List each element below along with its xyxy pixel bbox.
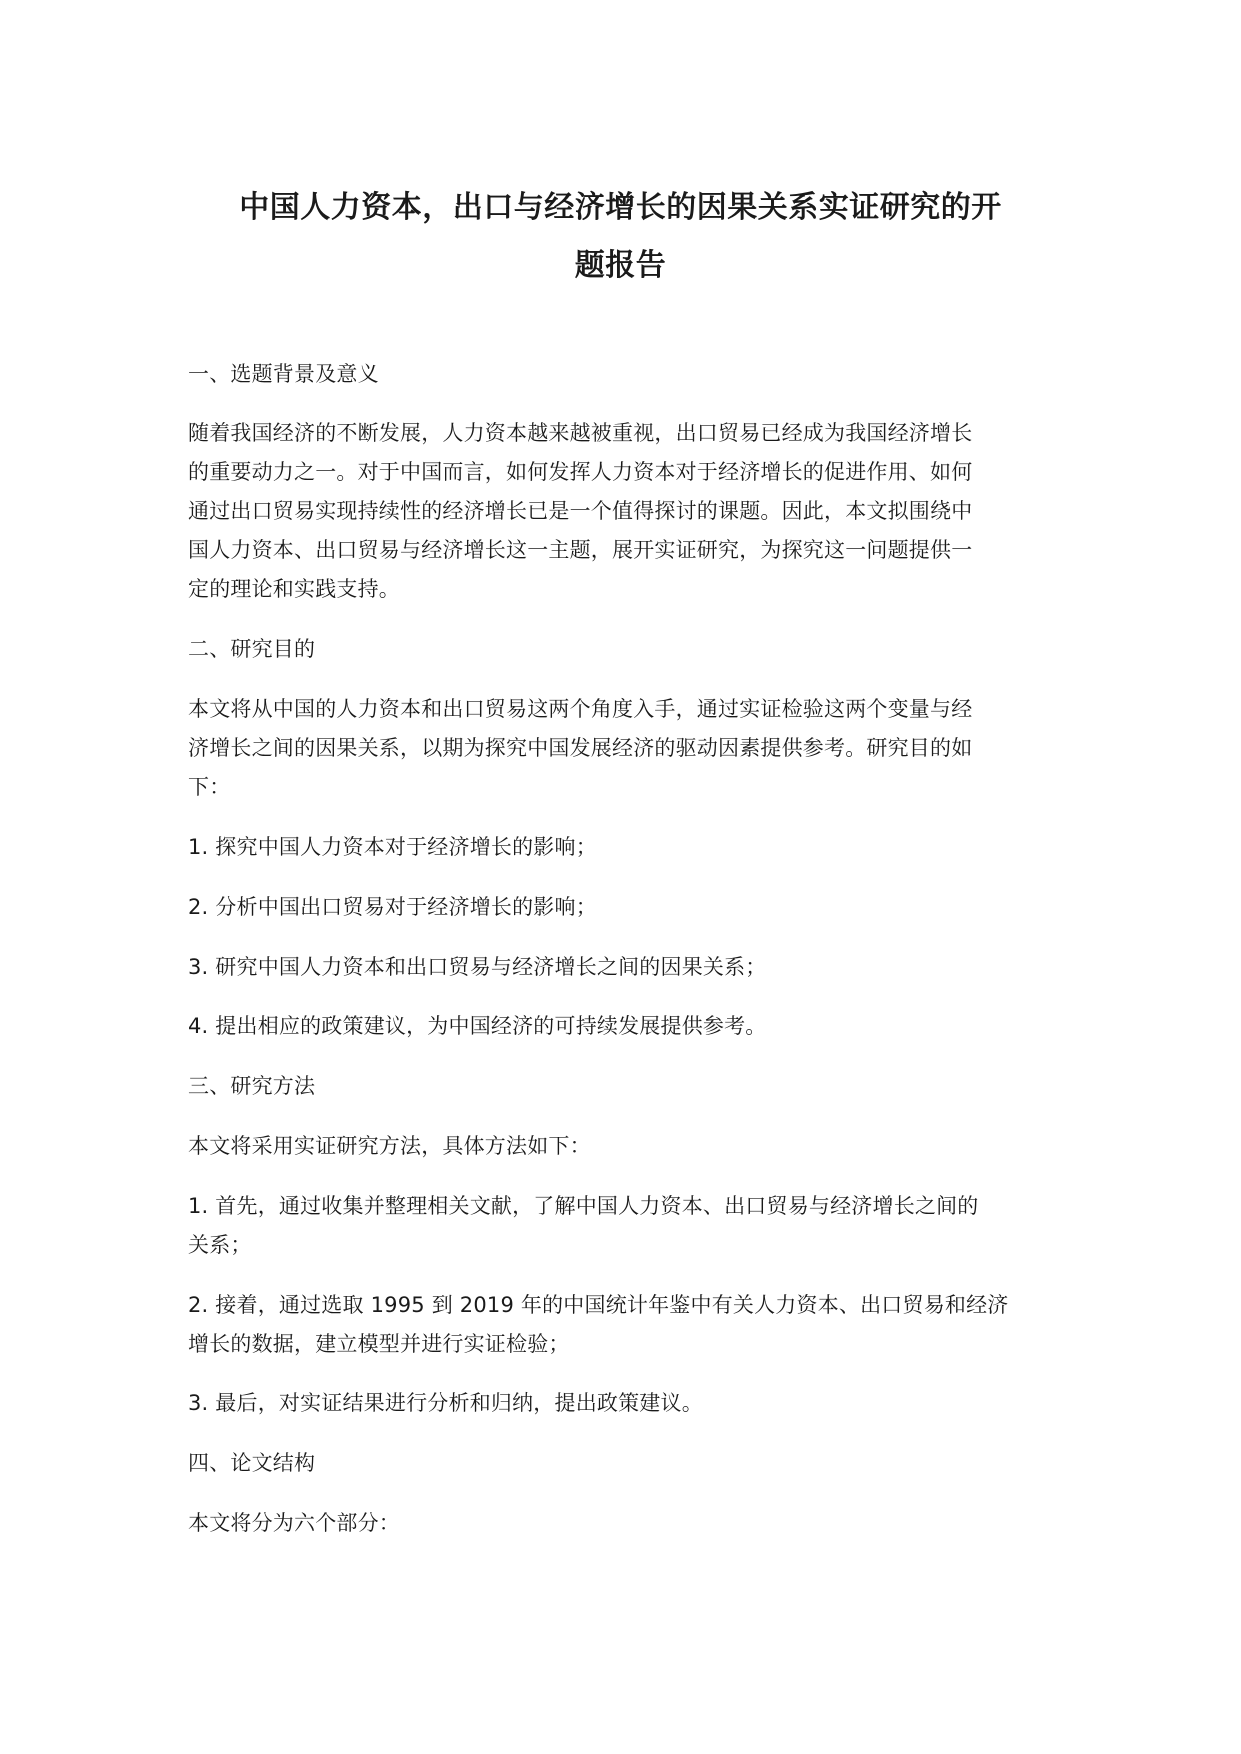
section-1-paragraph-line: 通过出口贸易实现持续性的经济增长已是一个值得探讨的课题。因此，本文拟围绕中 — [188, 499, 973, 523]
section-2-paragraph-line: 济增长之间的因果关系，以期为探究中国发展经济的驱动因素提供参考。研究目的如 — [188, 736, 973, 760]
section-3-list-item-continued: 关系； — [188, 1233, 252, 1257]
section-4-intro: 本文将分为六个部分： — [188, 1511, 400, 1535]
section-1-paragraph-line: 随着我国经济的不断发展，人力资本越来越被重视，出口贸易已经成为我国经济增长 — [188, 421, 973, 445]
section-3-list-item: 3. 最后，对实证结果进行分析和归纳，提出政策建议。 — [188, 1391, 703, 1415]
section-1-paragraph-line: 定的理论和实践支持。 — [188, 577, 400, 601]
document-title-line-1: 中国人力资本，出口与经济增长的因果关系实证研究的开 — [239, 190, 1002, 225]
section-3-heading: 三、研究方法 — [188, 1074, 316, 1098]
section-2-paragraph-line: 本文将从中国的人力资本和出口贸易这两个角度入手，通过实证检验这两个变量与经 — [188, 697, 973, 721]
section-1-paragraph-line: 的重要动力之一。对于中国而言，如何发挥人力资本对于经济增长的促进作用、如何 — [188, 460, 973, 484]
section-3-intro: 本文将采用实证研究方法，具体方法如下： — [188, 1134, 591, 1158]
section-2-heading: 二、研究目的 — [188, 637, 316, 661]
section-3-list-item: 1. 首先，通过收集并整理相关文献，了解中国人力资本、出口贸易与经济增长之间的 — [188, 1194, 979, 1218]
section-3-list-item-continued: 增长的数据，建立模型并进行实证检验； — [188, 1332, 570, 1356]
section-2-list-item: 2. 分析中国出口贸易对于经济增长的影响； — [188, 895, 597, 919]
section-3-list-item: 2. 接着，通过选取 1995 到 2019 年的中国统计年鉴中有关人力资本、出口贸易和经济 — [188, 1293, 1009, 1317]
section-2-list-item: 1. 探究中国人力资本对于经济增长的影响； — [188, 835, 597, 859]
section-2-list-item: 3. 研究中国人力资本和出口贸易与经济增长之间的因果关系； — [188, 955, 767, 979]
section-1-paragraph-line: 国人力资本、出口贸易与经济增长这一主题，展开实证研究，为探究这一问题提供一 — [188, 538, 973, 562]
section-2-paragraph-line: 下： — [188, 775, 231, 799]
section-2-list-item: 4. 提出相应的政策建议，为中国经济的可持续发展提供参考。 — [188, 1014, 767, 1038]
section-4-heading: 四、论文结构 — [188, 1451, 316, 1475]
section-1-heading: 一、选题背景及意义 — [188, 362, 379, 386]
document-title-line-2: 题报告 — [574, 248, 667, 283]
